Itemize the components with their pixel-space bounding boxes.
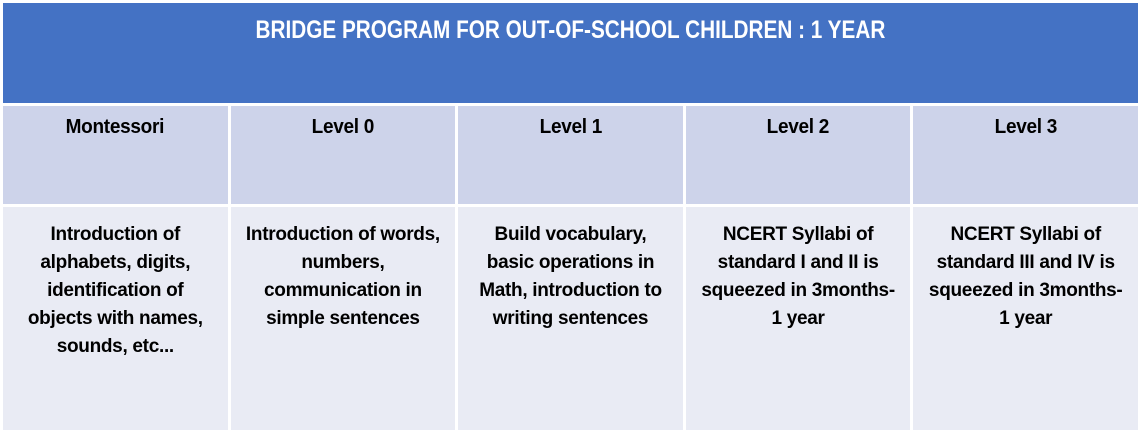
- header-cell-level-2: [686, 106, 911, 204]
- table-title-bar: [3, 3, 1138, 103]
- column-header-label: Level 3: [994, 116, 1057, 138]
- header-cell-montessori: [3, 106, 228, 204]
- body-cell-level-0: Introduction of words, numbers, communication in simple sentences: [231, 207, 456, 430]
- column-header-label: Level 2: [766, 116, 830, 138]
- column-header-label: Level 0: [311, 116, 375, 138]
- header-cell-level-0: [231, 106, 456, 204]
- header-cell-level-1: [458, 106, 683, 204]
- body-cell-level-1: Build vocabulary, basic operations in Math, introduction to writing sentences: [458, 207, 683, 430]
- header-cell-level-3: [913, 106, 1138, 204]
- column-header-label: Level 1: [539, 116, 602, 138]
- body-cell-level-2: NCERT Syllabi of standard I and II is squeezed in 3months-1 year: [686, 207, 911, 430]
- body-cell-montessori: Introduction of alphabets, digits, identification of objects with names, sounds, etc...: [3, 207, 228, 430]
- table-title: BRIDGE PROGRAM FOR OUT-OF-SCHOOL CHILDREN : 1 YEAR: [255, 16, 886, 44]
- column-header-label: Montessori: [66, 116, 165, 138]
- body-cell-level-3: NCERT Syllabi of standard III and IV is squeezed in 3months-1 year: [913, 207, 1138, 430]
